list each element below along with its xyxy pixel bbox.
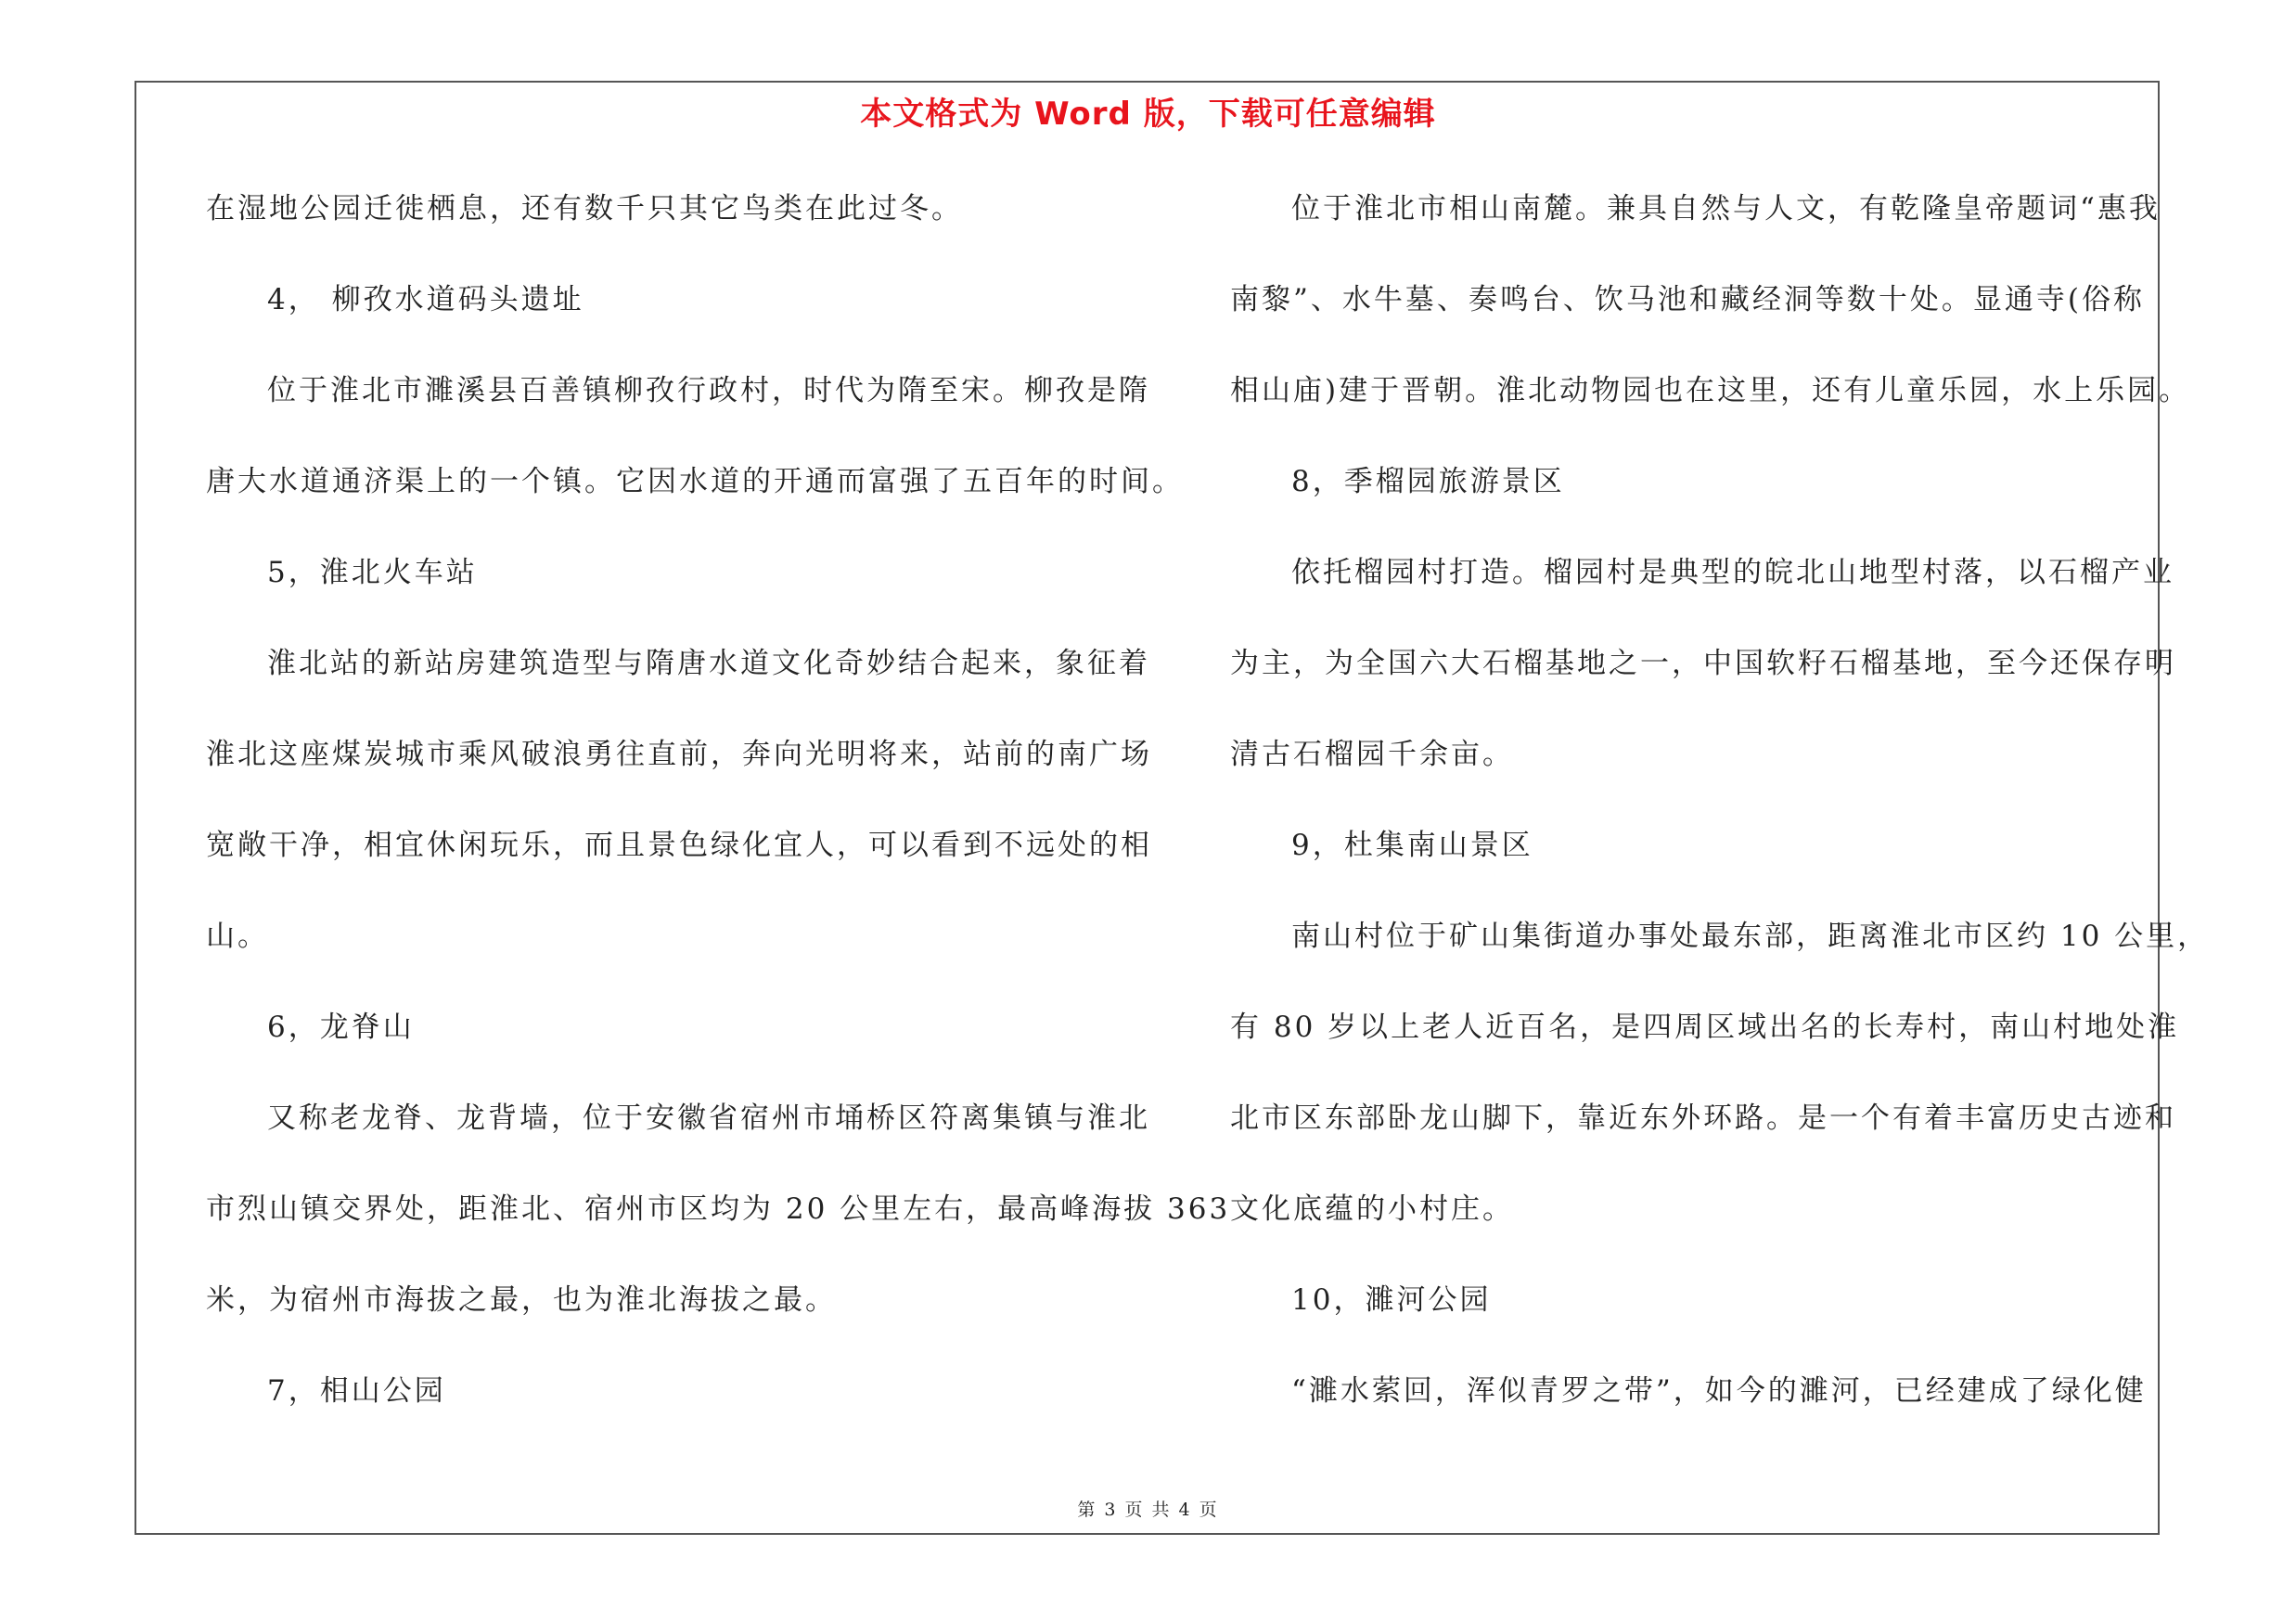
left-line: 淮北这座煤炭城市乘风破浪勇往直前，奔向光明将来，站前的南广场: [206, 738, 1152, 771]
left-line: 6，龙脊山: [267, 1011, 415, 1044]
right-line: 南黎”、水牛墓、奏鸣台、饮马池和藏经洞等数十处。显通寺(俗称: [1230, 283, 2145, 316]
right-line: 依托榴园村打造。榴园村是典型的皖北山地型村落，以石榴产业: [1291, 556, 2174, 589]
right-line: 清古石榴园千余亩。: [1230, 738, 1514, 771]
right-line: 南山村位于矿山集街道办事处最东部，距离淮北市区约 10 公里，: [1291, 920, 2210, 953]
left-column: [206, 181, 1231, 1454]
left-line: 市烈山镇交界处，距淮北、宿州市区均为 20 公里左右，最高峰海拔 363: [206, 1192, 1231, 1226]
right-line: 8，季榴园旅游景区: [1291, 465, 1565, 498]
right-line: 为主，为全国六大石榴基地之一，中国软籽石榴基地，至今还保存明: [1230, 647, 2176, 680]
left-line: 又称老龙脊、龙背墙，位于安徽省宿州市埇桥区符离集镇与淮北: [267, 1101, 1150, 1135]
left-line: 淮北站的新站房建筑造型与隋唐水道文化奇妙结合起来，象征着: [267, 647, 1150, 680]
left-line: 7，相山公园: [267, 1374, 446, 1408]
right-line: 位于淮北市相山南麓。兼具自然与人文，有乾隆皇帝题词“惠我: [1291, 192, 2161, 225]
right-line: 10，濉河公园: [1291, 1283, 1492, 1317]
left-line: 4， 柳孜水道码头遗址: [267, 283, 584, 316]
right-line: “濉水萦回，浑似青罗之带”，如今的濉河，已经建成了绿化健: [1291, 1374, 2147, 1408]
left-line: 山。: [206, 920, 269, 953]
left-line: 位于淮北市濉溪县百善镇柳孜行政村，时代为隋至宋。柳孜是隋: [267, 374, 1150, 407]
left-line: 米，为宿州市海拔之最，也为淮北海拔之最。: [206, 1283, 837, 1317]
page-footer: 第 3 页 共 4 页: [1077, 1500, 1219, 1520]
left-line: 在湿地公园迁徙栖息，还有数千只其它鸟类在此过冬。: [206, 192, 963, 225]
left-line: 5，淮北火车站: [267, 556, 478, 589]
right-line: 9，杜集南山景区: [1291, 829, 1533, 862]
right-line: 文化底蕴的小村庄。: [1230, 1192, 1514, 1226]
right-line: 北市区东部卧龙山脚下，靠近东外环路。是一个有着丰富历史古迹和: [1230, 1101, 2176, 1135]
left-line: 宽敞干净，相宜休闲玩乐，而且景色绿化宜人，可以看到不远处的相: [206, 829, 1152, 862]
right-line: 相山庙)建于晋朝。淮北动物园也在这里，还有儿童乐园，水上乐园。: [1230, 374, 2191, 407]
right-column: [1230, 181, 2210, 1454]
header-banner: 本文格式为 Word 版，下载可任意编辑: [860, 96, 1436, 133]
right-line: 有 80 岁以上老人近百名，是四周区域出名的长寿村，南山村地处淮: [1230, 1011, 2180, 1044]
left-line: 唐大水道通济渠上的一个镇。它因水道的开通而富强了五百年的时间。: [206, 465, 1184, 498]
